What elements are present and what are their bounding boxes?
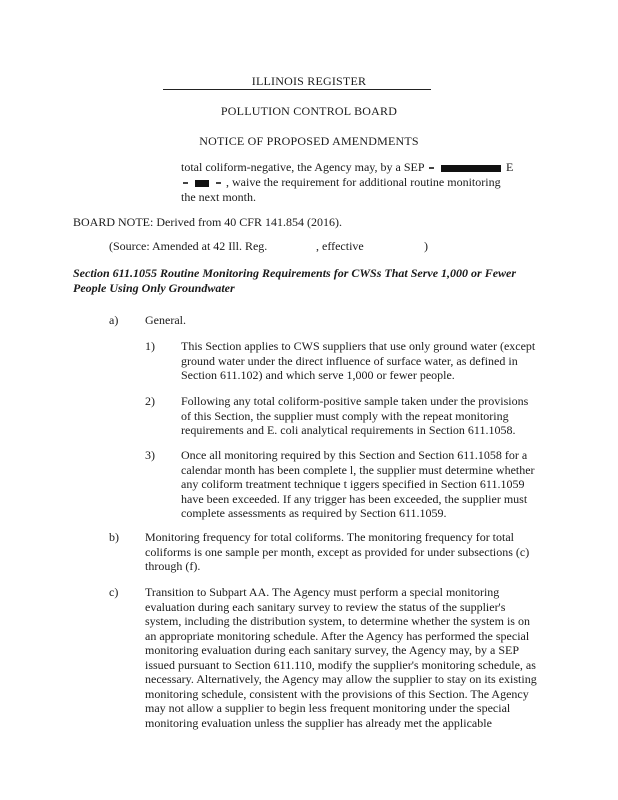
item-a1-text: This Section applies to CWS suppliers that use only ground water (except ground water under the direct influence of surface water, as defined in Section 611.102) and which serve 1,000 or fewer people.: [181, 339, 536, 382]
item-a3-text: Once all monitoring required by this Section and Section 611.1058 for a calendar month has been complete l, the supplier must determine whether any coliform treatment technique t iggers specified in Section 611.1059 have been exceeded. If any trigger has been exceeded, the supplier must complete assessments as required by Section 611.1059.: [181, 448, 535, 520]
continuation-line-3: the next month.: [181, 190, 256, 204]
redaction-mark: [429, 167, 434, 169]
continuation-line-1-end: E: [506, 160, 514, 174]
continuation-line-2: [181, 175, 501, 190]
redaction-mark: [183, 182, 188, 184]
notice-header: NOTICE OF PROPOSED AMENDMENTS: [199, 134, 419, 148]
item-a2-text: Following any total coliform-positive sample taken under the provisions of this Section, the supplier must comply with the repeat monitoring requirements and E. coli analytical requirements in Section 611.1058.: [181, 394, 529, 437]
subsection-c-label: c): [109, 585, 119, 599]
subsection-c-text: Transition to Subpart AA. The Agency must perform a special monitoring evaluation during each sanitary survey to review the status of the supplier's system, including the distribution system, to determine whether the system is on an appropriate monitoring schedule. After the Agency has performed the special monitoring evaluation during each sanitary survey, the Agency may, by a SEP issued pursuant to Section 611.110, modify the supplier's monitoring schedule, as necessary. Alternatively, the Agency may allow the supplier to stay on its existing monitoring schedule, consistent with the provisions of this Section. The Agency may not allow a supplier to begin less frequent monitoring under the special monitoring evaluation unless the supplier has already met the applicable: [145, 585, 537, 730]
item-a3-label: 3): [145, 448, 155, 462]
subsection-b-label: b): [109, 530, 119, 544]
subsection-a-title: General.: [145, 313, 186, 327]
continuation-line-1: [181, 160, 513, 175]
item-a1-label: 1): [145, 339, 155, 353]
board-header: POLLUTION CONTROL BOARD: [220, 104, 398, 118]
continuation-line-2-text: , waive the requirement for additional routine monitoring: [226, 175, 501, 189]
source-effective: , effective: [316, 239, 364, 253]
register-header: ILLINOIS REGISTER: [251, 74, 367, 88]
subsection-a-label: a): [109, 313, 119, 327]
section-title-line-1: Section 611.1055 Routine Monitoring Requirements for CWSs That Serve 1,000 or Fewer: [73, 266, 517, 280]
source-label: (Source: Amended at 42 Ill. Reg.: [109, 239, 268, 253]
redaction-bar: [441, 165, 501, 172]
redaction-bar: [195, 180, 209, 187]
board-note: BOARD NOTE: Derived from 40 CFR 141.854 (2016).: [73, 215, 342, 229]
continuation-line-1-text: total coliform-negative, the Agency may, by a SEP: [181, 160, 425, 174]
section-title-line-2: People Using Only Groundwater: [73, 281, 235, 295]
header-rule: [163, 89, 431, 90]
subsection-b-text: Monitoring frequency for total coliforms. The monitoring frequency for total coliforms is one sample per month, except as provided for under subsections (c) through (f).: [145, 530, 530, 573]
redaction-mark: [216, 182, 221, 184]
source-close: ): [424, 239, 428, 253]
item-a2-label: 2): [145, 394, 155, 408]
